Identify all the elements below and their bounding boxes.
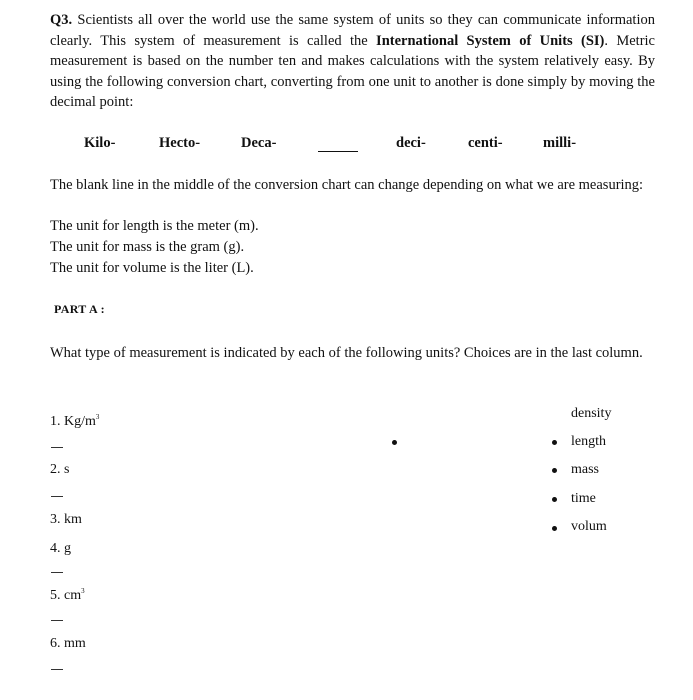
- volume-unit-text: The unit for volume is the liter (L).: [50, 260, 254, 276]
- chart-blank-line: [318, 151, 358, 152]
- question-intro: [50, 10, 655, 113]
- choice-bullet-stray: [392, 440, 397, 445]
- mass-unit-text: The unit for mass is the gram (g).: [50, 239, 245, 255]
- si-name: International System of Units (SI): [376, 32, 605, 49]
- choice-length: length: [571, 434, 606, 449]
- choice-bullet-time: [552, 497, 557, 502]
- choice-volume: volum: [571, 519, 607, 534]
- chart-kilo: Kilo-: [84, 135, 116, 151]
- chart-milli: milli-: [543, 135, 577, 151]
- blank-note: The blank line in the middle of the conversion chart can change depending on what we are measuring:: [50, 177, 644, 193]
- intro-text-1: Scientists all over the world use the same system of units so they can communicate information clearly. This system of measurement is called the: [50, 12, 655, 49]
- answer-blank-2[interactable]: [51, 496, 63, 497]
- item-1: 1. $Kg/m^3$: [50, 413, 100, 429]
- answer-blank-4[interactable]: [51, 572, 63, 573]
- choice-time: time: [571, 491, 596, 506]
- answer-blank-1[interactable]: [51, 447, 63, 448]
- item-6: 6. mm: [50, 636, 86, 651]
- intro-text-2: . Metric measurement is based on the number ten and makes calculations with the system relatively easy. By using the following conversion chart, converting from one unit to another is done simply by moving the decimal point:: [50, 32, 655, 110]
- chart-deca: Deca-: [241, 135, 277, 151]
- answer-blank-5[interactable]: [51, 620, 63, 621]
- item-2: 2. s: [50, 462, 70, 477]
- chart-centi: centi-: [468, 135, 503, 151]
- choice-density: density: [571, 406, 612, 421]
- part-a-heading: PART A :: [54, 302, 105, 316]
- choice-bullet-length: [552, 440, 557, 445]
- answer-blank-6[interactable]: [51, 669, 63, 670]
- question-number: Q3.: [50, 12, 73, 28]
- part-a-prompt: What type of measurement is indicated by each of the following units? Choices are in the last column.: [50, 345, 643, 361]
- item-4: 4. g: [50, 541, 71, 556]
- chart-hecto: Hecto-: [159, 135, 201, 151]
- length-unit-text: The unit for length is the meter (m).: [50, 218, 259, 234]
- choice-bullet-volume: [552, 526, 557, 531]
- choice-bullet-mass: [552, 468, 557, 473]
- item-5: 5. $cm^3$: [50, 587, 85, 603]
- chart-deci: deci-: [396, 135, 426, 151]
- choice-mass: mass: [571, 462, 599, 477]
- item-3: 3. km: [50, 512, 82, 527]
